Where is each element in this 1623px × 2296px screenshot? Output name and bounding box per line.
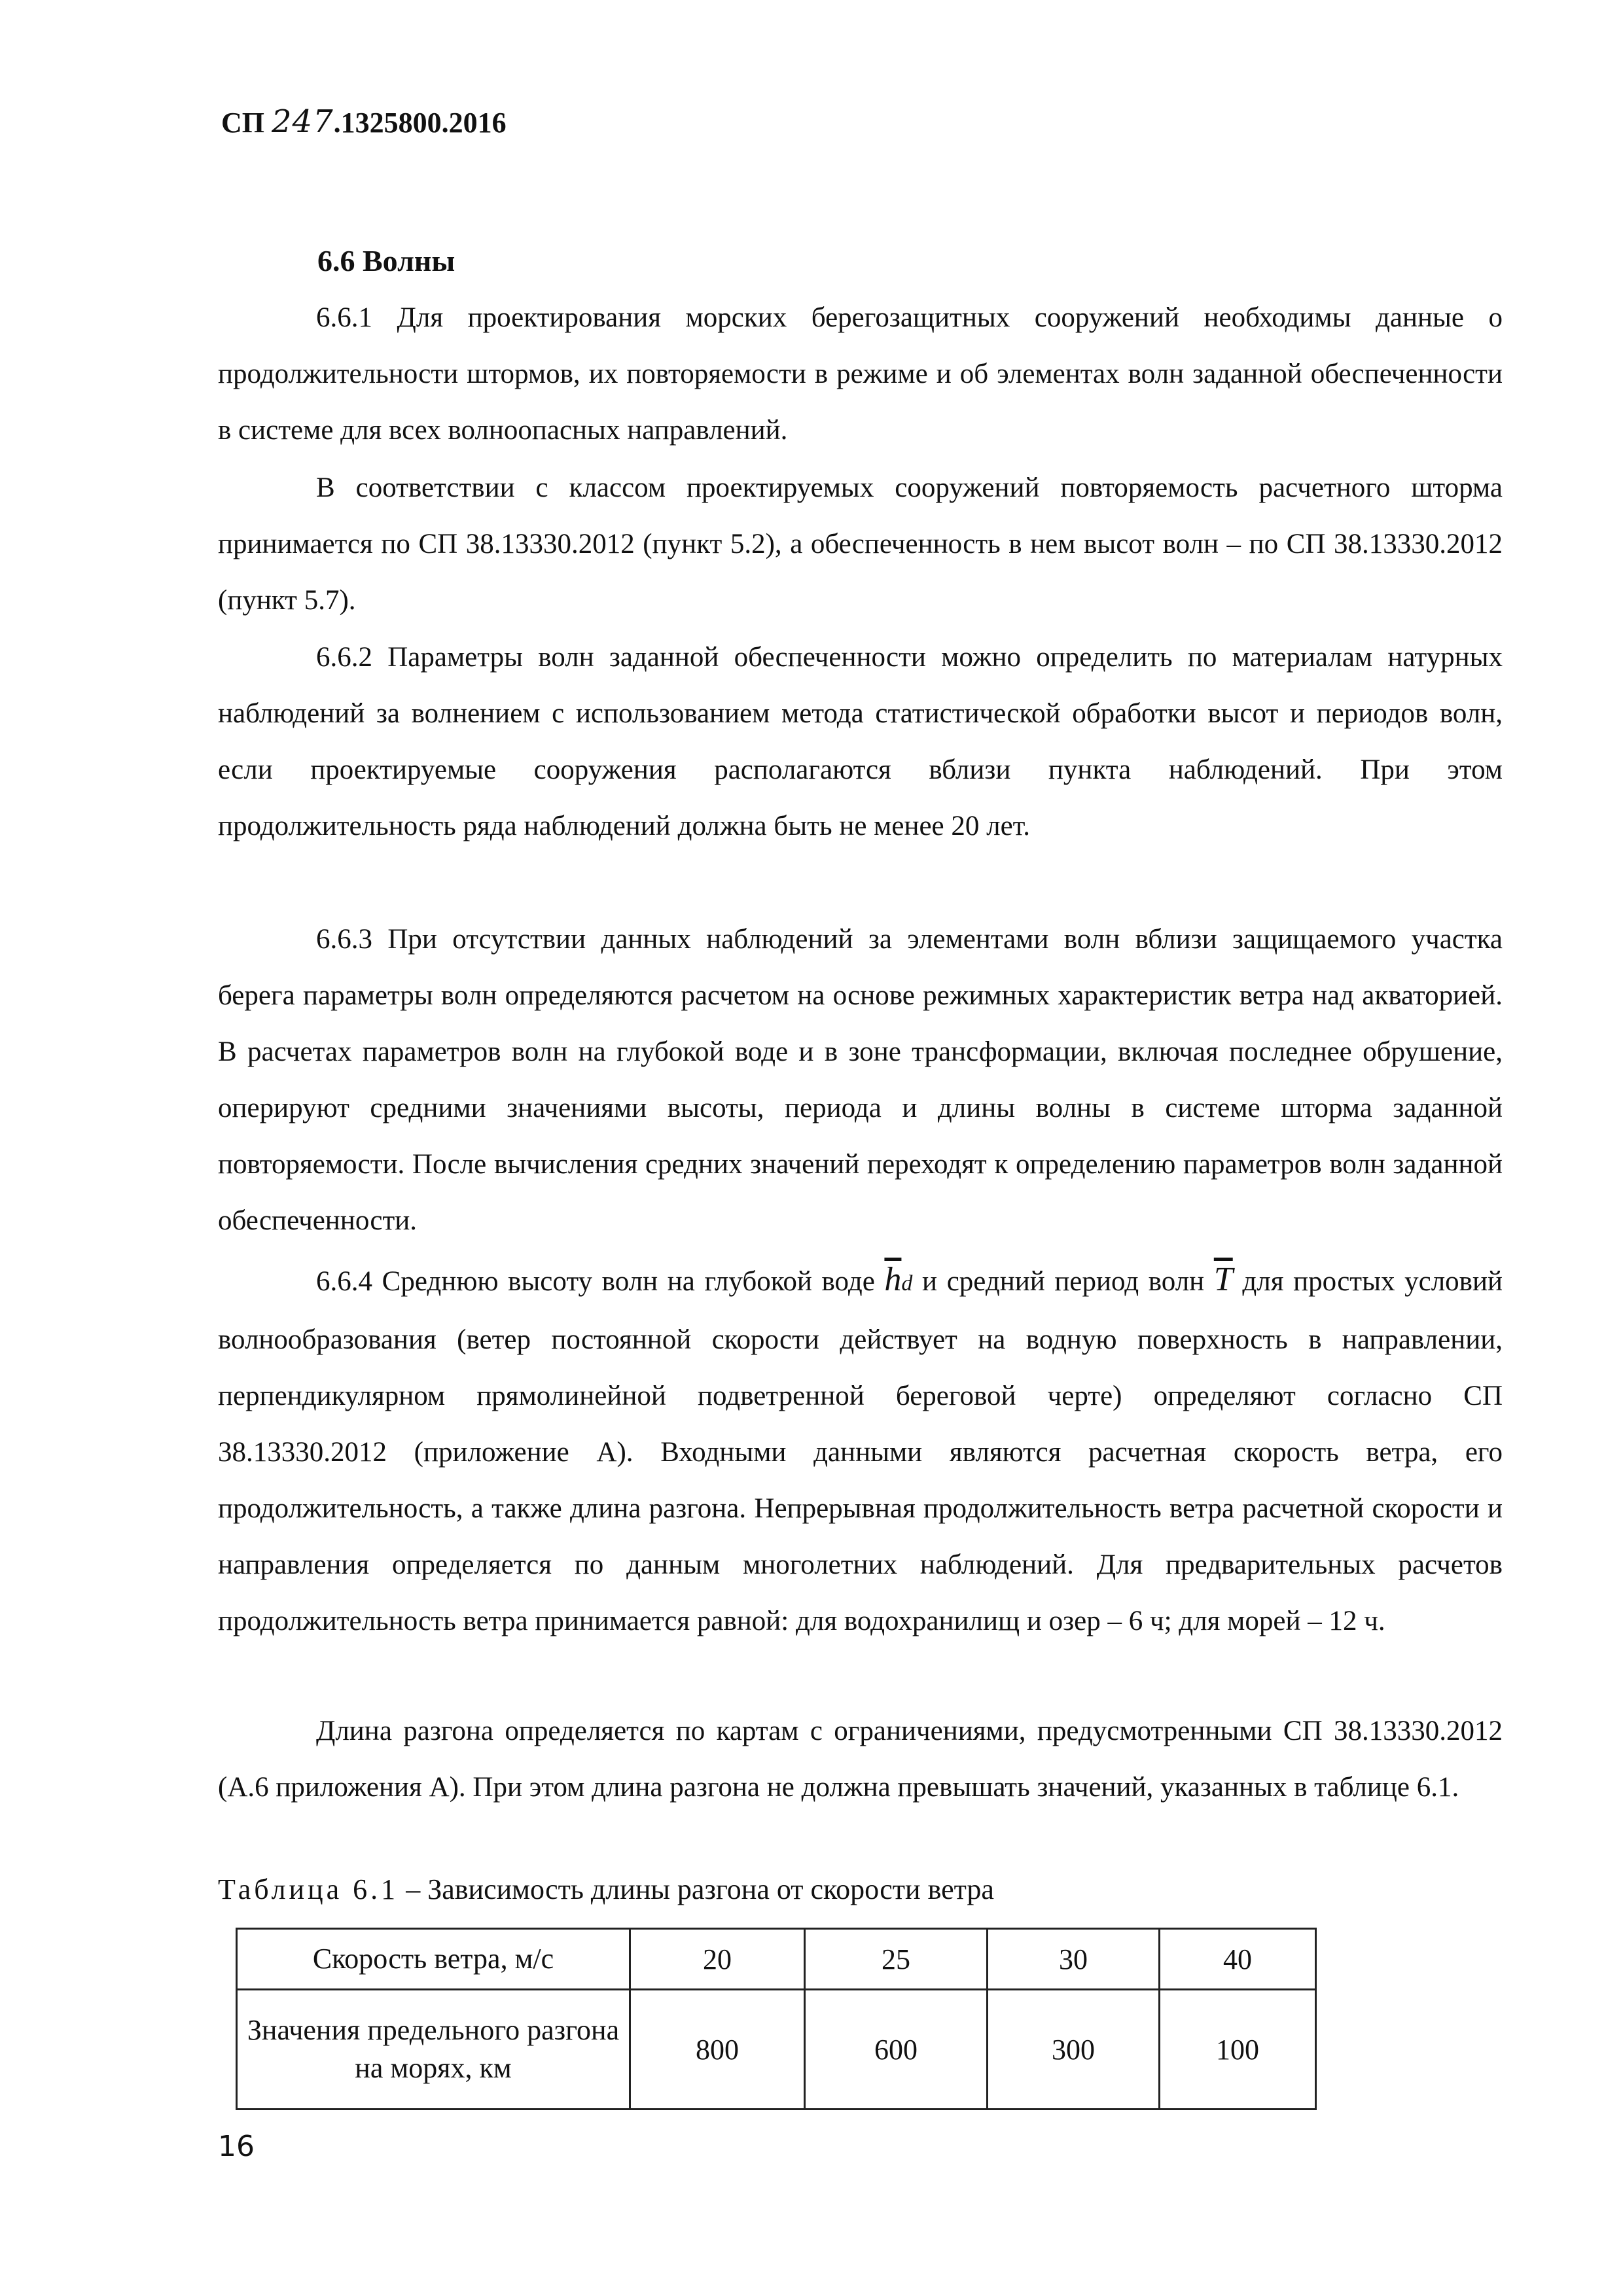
document-code-prefix: СП — [221, 107, 264, 139]
page-number: 16 — [218, 2130, 255, 2163]
paragraph-6-6-3: 6.6.3 При отсутствии данных наблюдений за элементами волн вблизи защищаемого участка берега параметры волн определяются расчетом на основе режимных характеристик ветра над акваторией. В расчетах параметров волн на глубокой воде и в зоне трансформации, включая последнее обрушение, оперируют средними значениями высоты, периода и длины волны в системе шторма заданной повторяемости. После вычисления средних значений переходят к определению параметров волн заданной обеспеченности. — [218, 924, 1503, 1236]
section-heading: 6.6 Волны — [317, 244, 455, 277]
table-cell: 40 — [1160, 1929, 1316, 1990]
table-cell: 30 — [988, 1929, 1160, 1990]
paragraph-6-6-4 — [218, 1252, 1503, 1650]
table-cell: 100 — [1160, 1990, 1316, 2110]
table-cell: 300 — [988, 1990, 1160, 2110]
table-cell: 800 — [630, 1990, 805, 2110]
handwritten-number: 247 — [272, 103, 334, 140]
table-cell: 25 — [805, 1929, 988, 1990]
paragraph-6-6-4-part2: и средний период волн — [912, 1266, 1214, 1297]
mean-wave-height-subscript: d — [901, 1271, 913, 1296]
table-cell-header: Значения предельного разгона на морях, км — [237, 1990, 630, 2110]
table-row-fetch-length — [237, 1990, 1316, 2110]
table-row-wind-speed — [237, 1929, 1316, 1990]
document-code-suffix: .1325800.2016 — [333, 107, 507, 139]
paragraph-6-6-1: 6.6.1 Для проектирования морских берегозащитных сооружений необходимы данные о продолжительности штормов, их повторяемости в режиме и об элементах волн заданной обеспеченности в системе для всех волноопасных направлений. — [218, 302, 1503, 446]
paragraph-storm-recurrence: В соответствии с классом проектируемых сооружений повторяемость расчетного шторма принимается по СП 38.13330.2012 (пункт 5.2), а обеспеченность в нем высот волн – по СП 38.13330.2012 (пункт 5.7). — [218, 472, 1503, 616]
paragraph-6-6-4-part1: 6.6.4 Среднюю высоту волн на глубокой воде — [316, 1266, 885, 1297]
table-caption — [218, 1873, 994, 1906]
table-caption-label: Таблица 6.1 — [218, 1873, 399, 1905]
table-caption-text: – Зависимость длины разгона от скорости ветра — [399, 1873, 994, 1905]
document-code — [221, 103, 507, 140]
mean-wave-height-symbol: $\overline{h}$ — [884, 1261, 902, 1298]
paragraph-6-6-2: 6.6.2 Параметры волн заданной обеспеченности можно определить по материалам натурных наблюдений за волнением с использованием метода статистической обработки высот и периодов волн, если проектируемые сооружения располагаются вблизи пункта наблюдений. При этом продолжительность ряда наблюдений должна быть не менее 20 лет. — [218, 642, 1503, 841]
mean-wave-period-symbol: $\overline{T}$ — [1213, 1261, 1233, 1298]
fetch-length-table — [236, 1928, 1317, 2110]
table-cell: 20 — [630, 1929, 805, 1990]
table-cell-header: Скорость ветра, м/с — [237, 1929, 630, 1990]
paragraph-fetch-length: Длина разгона определяется по картам с ограничениями, предусмотренными СП 38.13330.2012 (А.6 приложения А). При этом длина разгона не должна превышать значений, указанных в таблице 6.1. — [218, 1716, 1503, 1803]
table-cell: 600 — [805, 1990, 988, 2110]
paragraph-6-6-4-part3: для простых условий волнообразования (ветер постоянной скорости действует на водную поверхность в направлении, перпендикулярном прямолинейной подветренной береговой черте) определяют согласно СП 38.13330.2012 (приложение А). Входными данными являются расчетная скорость ветра, его продолжительность, а также длина разгона. Непрерывная продолжительность ветра расчетной скорости и направления определяется по данным многолетних наблюдений. Для предварительных расчетов продолжительность ветра принимается равной: для водохранилищ и озер – 6 ч; для морей – 12 ч. — [218, 1266, 1503, 1636]
